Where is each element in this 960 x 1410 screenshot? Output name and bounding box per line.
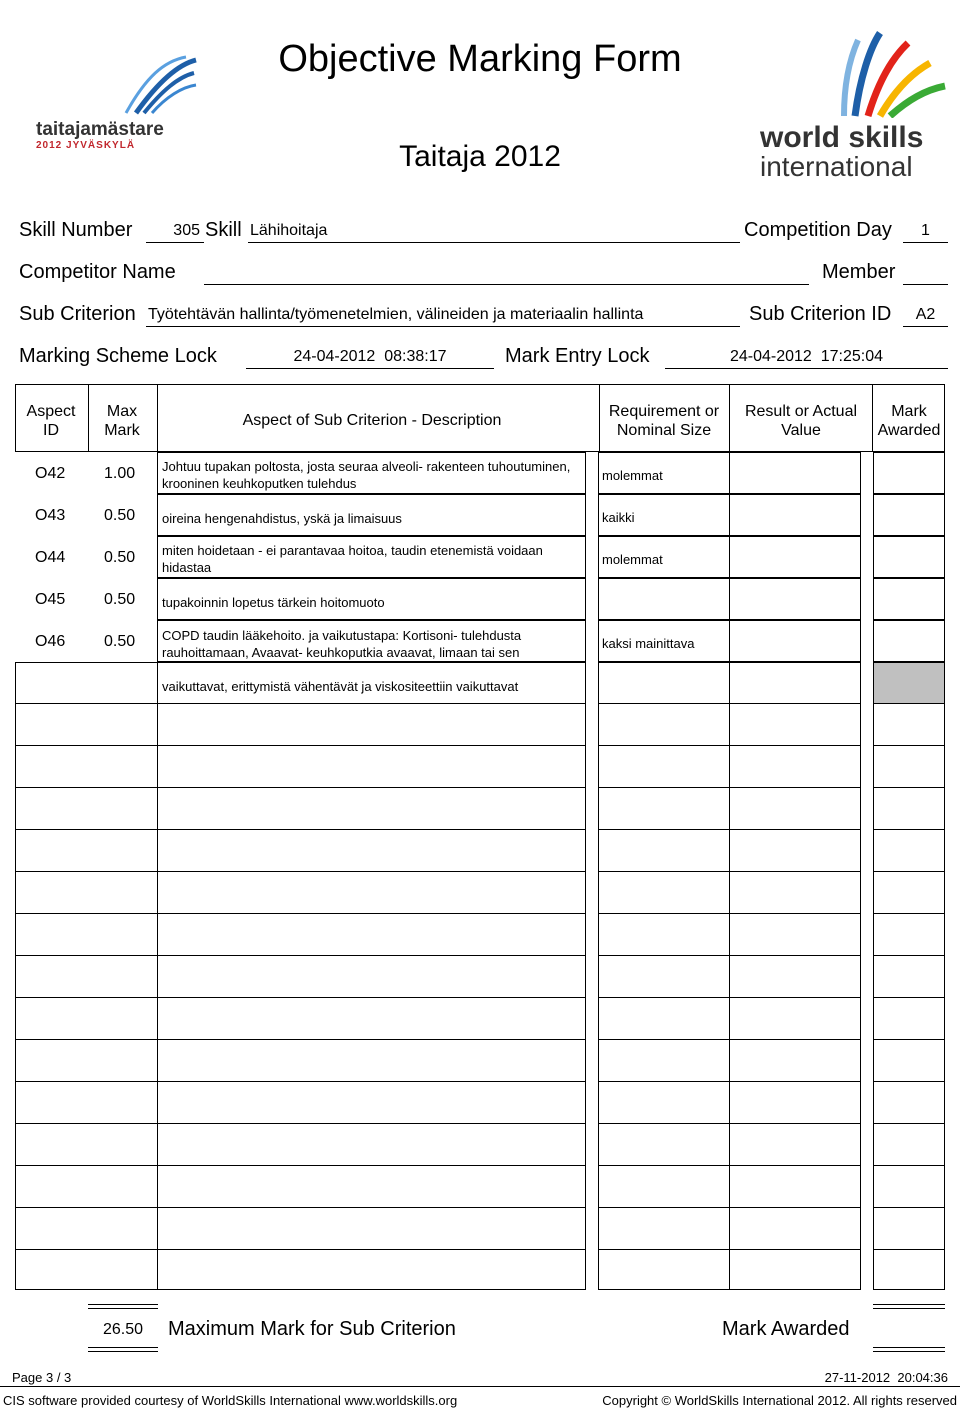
col-header-max-mark: Max Mark bbox=[104, 403, 140, 439]
max-mark: 0.50 bbox=[104, 507, 136, 524]
page-number: Page 3 / 3 bbox=[12, 1370, 72, 1385]
result-cell[interactable] bbox=[729, 452, 861, 494]
max-mark: 0.50 bbox=[104, 591, 136, 608]
col-header-description: Aspect of Sub Criterion - Description bbox=[242, 412, 502, 429]
col-header-awarded: Mark Awarded bbox=[877, 403, 941, 439]
requirement-cell bbox=[598, 662, 730, 704]
taitaja-logo-subtext: 2012 JYVÄSKYLÄ bbox=[36, 140, 136, 151]
taitaja-logo-text: taitajamästare bbox=[36, 119, 164, 140]
page-subtitle: Taitaja 2012 bbox=[399, 140, 561, 173]
sub-criterion-label: Sub Criterion bbox=[19, 303, 136, 325]
awarded-cell[interactable] bbox=[873, 536, 945, 578]
requirement-cell: kaksi mainittava bbox=[598, 620, 730, 662]
requirement-cell: molemmat bbox=[598, 536, 730, 578]
awarded-cell[interactable] bbox=[873, 494, 945, 536]
awarded-total-value[interactable] bbox=[873, 1312, 945, 1344]
awarded-cell[interactable] bbox=[873, 620, 945, 662]
sub-criterion-id-value: A2 bbox=[903, 306, 948, 327]
col-header-aspect-id: Aspect ID bbox=[26, 403, 76, 439]
competition-day-label: Competition Day bbox=[744, 219, 892, 241]
page-title: Objective Marking Form bbox=[278, 38, 682, 80]
result-cell[interactable] bbox=[729, 578, 861, 620]
result-cell[interactable] bbox=[729, 662, 861, 704]
description-cell: miten hoidetaan - ei parantavaa hoitoa, taudin etenemistä voidaan hidastaa bbox=[157, 536, 586, 578]
worldskills-logo-subtext: international bbox=[760, 151, 913, 182]
description-cell: vaikuttavat, erittymistä vähentävät ja viskositeettiin vaikuttavat bbox=[157, 662, 586, 704]
max-total-double-line-top bbox=[88, 1304, 158, 1309]
description-cell: Johtuu tupakan poltosta, josta seuraa alveoli- rakenteen tuhoutuminen, krooninen keuhkoputken tulehdus bbox=[157, 452, 586, 494]
aspect-id: O44 bbox=[35, 549, 66, 566]
requirement-cell: kaikki bbox=[598, 494, 730, 536]
awarded-total-double-line-bottom bbox=[873, 1347, 945, 1352]
worldskills-logo-text: world skills bbox=[760, 121, 924, 154]
mark-entry-lock-value: 24-04-2012 17:25:04 bbox=[665, 348, 948, 369]
result-cell[interactable] bbox=[729, 536, 861, 578]
member-value bbox=[903, 264, 948, 285]
awarded-cell-shaded bbox=[873, 662, 945, 704]
sub-criterion-id-label: Sub Criterion ID bbox=[749, 303, 892, 325]
skill-number-value: 305 bbox=[146, 222, 204, 243]
footer-divider bbox=[0, 1386, 960, 1387]
mark-entry-lock-label: Mark Entry Lock bbox=[505, 345, 650, 367]
marking-scheme-lock-value: 24-04-2012 08:38:17 bbox=[246, 348, 494, 369]
footer-timestamp: 27-11-2012 20:04:36 bbox=[824, 1370, 948, 1385]
skill-value: Lähihoitaja bbox=[248, 222, 740, 243]
requirement-cell bbox=[598, 578, 730, 620]
aspect-id: O42 bbox=[35, 465, 66, 482]
aspect-id-cell bbox=[15, 662, 158, 704]
awarded-total-double-line-top bbox=[873, 1304, 945, 1309]
member-label: Member bbox=[822, 261, 896, 283]
max-total-double-line-bottom bbox=[88, 1347, 158, 1352]
skill-label: Skill bbox=[205, 219, 242, 241]
skill-number-label: Skill Number bbox=[19, 219, 133, 241]
description-cell: tupakoinnin lopetus tärkein hoitomuoto bbox=[157, 578, 586, 620]
description-cell: COPD taudin lääkehoito. ja vaikutustapa: Kortisoni- tulehdusta rauhoittamaan, Avaavat- keuhkoputkia avaavat, limaan tai sen bbox=[157, 620, 586, 662]
competition-day-value: 1 bbox=[903, 222, 948, 243]
competitor-name-value bbox=[204, 264, 809, 285]
max-total-label: Maximum Mark for Sub Criterion bbox=[168, 1318, 456, 1340]
sub-criterion-value: Työtehtävän hallinta/työmenetelmien, välineiden ja materiaalin hallinta bbox=[146, 306, 740, 327]
competitor-name-label: Competitor Name bbox=[19, 261, 176, 283]
col-header-result: Result or Actual Value bbox=[744, 403, 858, 439]
col-header-requirement: Requirement or Nominal Size bbox=[608, 403, 720, 439]
aspect-id: O45 bbox=[35, 591, 66, 608]
aspect-id: O43 bbox=[35, 507, 66, 524]
awarded-cell[interactable] bbox=[873, 578, 945, 620]
footer-left-credit: CIS software provided courtesy of WorldSkills International www.worldskills.org bbox=[3, 1393, 458, 1408]
max-total-value: 26.50 bbox=[102, 1321, 144, 1338]
awarded-cell[interactable] bbox=[873, 452, 945, 494]
max-mark: 1.00 bbox=[104, 465, 136, 482]
max-mark: 0.50 bbox=[104, 549, 136, 566]
max-mark: 0.50 bbox=[104, 633, 136, 650]
result-cell[interactable] bbox=[729, 494, 861, 536]
aspect-id: O46 bbox=[35, 633, 66, 650]
result-cell[interactable] bbox=[729, 620, 861, 662]
requirement-cell: molemmat bbox=[598, 452, 730, 494]
footer-right-credit: Copyright © WorldSkills International 2012. All rights reserved bbox=[602, 1393, 957, 1408]
mark-awarded-label: Mark Awarded bbox=[722, 1318, 850, 1340]
marking-scheme-lock-label: Marking Scheme Lock bbox=[19, 345, 217, 367]
description-cell: oireina hengenahdistus, yskä ja limaisuus bbox=[157, 494, 586, 536]
